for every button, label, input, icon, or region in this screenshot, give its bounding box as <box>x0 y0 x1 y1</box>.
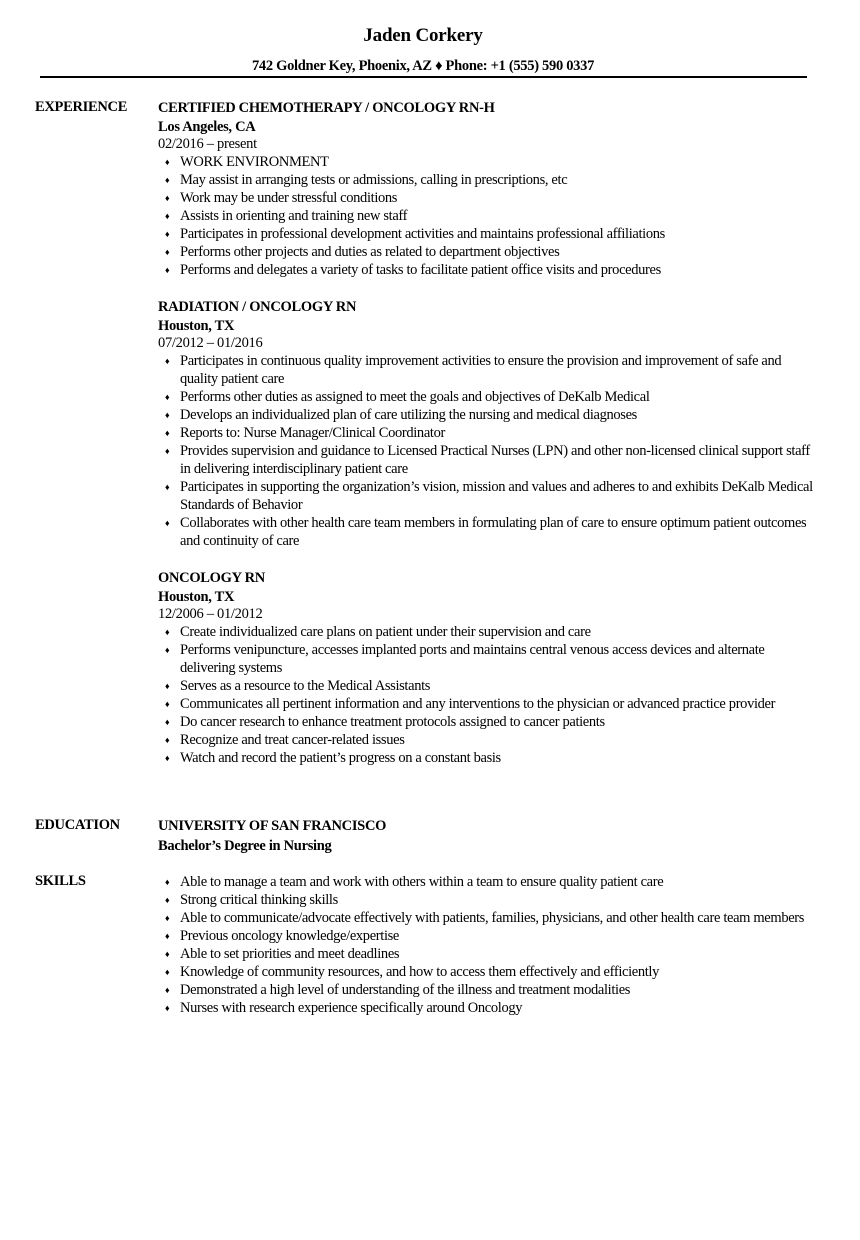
bullet-item <box>158 243 818 261</box>
bullet-text: Nurses with research experience specifically around Oncology <box>180 1000 523 1016</box>
bullet-diamond-icon: ♦ <box>165 877 170 887</box>
bullet-text: Previous oncology knowledge/expertise <box>180 928 400 944</box>
bullet-text: Knowledge of community resources, and how to access them effectively and efficiently <box>180 964 660 980</box>
bullet-diamond-icon: ♦ <box>165 699 170 709</box>
bullet-item <box>158 424 818 442</box>
bullet-item <box>158 677 818 695</box>
bullet-item <box>158 999 818 1017</box>
bullet-text: Performs other duties as assigned to meet the goals and objectives of DeKalb Medical <box>180 389 650 405</box>
bullet-diamond-icon: ♦ <box>165 247 170 257</box>
bullet-diamond-icon: ♦ <box>165 392 170 402</box>
bullet-item <box>158 909 818 927</box>
job-title: RADIATION / ONCOLOGY RN <box>158 299 357 315</box>
skills-body <box>158 873 818 1017</box>
bullet-text: Create individualized care plans on patient under their supervision and care <box>180 624 591 640</box>
job-bullets <box>158 352 818 550</box>
job-entry <box>158 99 818 279</box>
job-location: Los Angeles, CA <box>158 119 256 135</box>
bullet-text: Performs venipuncture, accesses implanted ports and maintains central venous access devices and alternate delivering systems <box>180 642 765 676</box>
job-dates: 12/2006 – 01/2012 <box>158 606 263 622</box>
contact-line: 742 Goldner Key, Phoenix, AZ ♦ Phone: +1 (555) 590 0337 <box>251 58 595 74</box>
bullet-item <box>158 189 818 207</box>
bullet-text: Able to manage a team and work with others within a team to ensure quality patient care <box>180 874 664 890</box>
bullet-text: Participates in supporting the organization’s vision, mission and values and adheres to and exhibits DeKalb Medical Standards of Behavior <box>180 479 813 513</box>
bullet-text: Develops an individualized plan of care utilizing the nursing and medical diagnoses <box>180 407 637 423</box>
bullet-item <box>158 388 818 406</box>
bullet-diamond-icon: ♦ <box>165 895 170 905</box>
bullet-text: Participates in continuous quality improvement activities to ensure the provision and improvement of safe and quality patient care <box>180 353 782 387</box>
bullet-text: Participates in professional development activities and maintains professional affiliations <box>180 226 665 242</box>
experience-list <box>158 99 818 786</box>
bullet-text: Able to communicate/advocate effectively with patients, families, physicians, and other health care team members <box>180 910 805 926</box>
degree: Bachelor’s Degree in Nursing <box>158 838 332 854</box>
bullet-item <box>158 963 818 981</box>
bullet-diamond-icon: ♦ <box>165 753 170 763</box>
bullet-text: Serves as a resource to the Medical Assistants <box>180 678 431 694</box>
candidate-name: Jaden Corkery <box>363 25 483 46</box>
bullet-item <box>158 478 818 514</box>
section-label-experience: EXPERIENCE <box>35 99 128 115</box>
bullet-diamond-icon: ♦ <box>165 193 170 203</box>
bullet-text: Work may be under stressful conditions <box>180 190 398 206</box>
job-dates: 07/2012 – 01/2016 <box>158 335 263 351</box>
bullet-item <box>158 927 818 945</box>
job-location: Houston, TX <box>158 589 235 605</box>
bullet-diamond-icon: ♦ <box>165 482 170 492</box>
bullet-diamond-icon: ♦ <box>165 446 170 456</box>
bullet-item <box>158 873 818 891</box>
job-title: ONCOLOGY RN <box>158 570 265 586</box>
job-bullets <box>158 153 818 279</box>
header-divider <box>40 76 807 78</box>
bullet-item <box>158 442 818 478</box>
bullet-item <box>158 623 818 641</box>
job-dates: 02/2016 – present <box>158 136 257 152</box>
bullet-item <box>158 641 818 677</box>
bullet-text: Performs other projects and duties as related to department objectives <box>180 244 560 260</box>
section-label-skills: SKILLS <box>35 873 86 889</box>
bullet-diamond-icon: ♦ <box>165 157 170 167</box>
bullet-item <box>158 225 818 243</box>
bullet-text: Reports to: Nurse Manager/Clinical Coordinator <box>180 425 445 441</box>
education-entry <box>158 817 818 855</box>
bullet-item <box>158 713 818 731</box>
bullet-item <box>158 352 818 388</box>
job-location: Houston, TX <box>158 318 235 334</box>
job-bullets <box>158 623 818 767</box>
bullet-text: Collaborates with other health care team members in formulating plan of care to ensure optimum patient outcomes and continuity of care <box>180 515 807 549</box>
bullet-diamond-icon: ♦ <box>165 229 170 239</box>
bullet-text: Strong critical thinking skills <box>180 892 338 908</box>
bullet-item <box>158 171 818 189</box>
bullet-text: Communicates all pertinent information and any interventions to the physician or advanced practice provider <box>180 696 776 712</box>
bullet-text: Able to set priorities and meet deadlines <box>180 946 400 962</box>
bullet-diamond-icon: ♦ <box>165 428 170 438</box>
job-entry <box>158 569 818 767</box>
bullet-diamond-icon: ♦ <box>165 211 170 221</box>
bullet-diamond-icon: ♦ <box>165 985 170 995</box>
bullet-text: Demonstrated a high level of understanding of the illness and treatment modalities <box>180 982 631 998</box>
bullet-item <box>158 207 818 225</box>
bullet-diamond-icon: ♦ <box>165 645 170 655</box>
bullet-item <box>158 731 818 749</box>
bullet-item <box>158 514 818 550</box>
school-name: UNIVERSITY OF SAN FRANCISCO <box>158 818 387 834</box>
bullet-diamond-icon: ♦ <box>165 931 170 941</box>
bullet-item <box>158 981 818 999</box>
bullet-text: Performs and delegates a variety of tasks to facilitate patient office visits and procedures <box>180 262 661 278</box>
bullet-text: WORK ENVIRONMENT <box>180 154 329 170</box>
bullet-diamond-icon: ♦ <box>165 265 170 275</box>
bullet-text: Watch and record the patient’s progress on a constant basis <box>180 750 501 766</box>
bullet-diamond-icon: ♦ <box>165 410 170 420</box>
bullet-text: Do cancer research to enhance treatment protocols assigned to cancer patients <box>180 714 605 730</box>
bullet-diamond-icon: ♦ <box>165 518 170 528</box>
bullet-text: May assist in arranging tests or admissions, calling in prescriptions, etc <box>180 172 568 188</box>
bullet-diamond-icon: ♦ <box>165 1003 170 1013</box>
bullet-item <box>158 153 818 171</box>
job-entry <box>158 298 818 550</box>
skills-list <box>158 873 818 1017</box>
bullet-item <box>158 945 818 963</box>
bullet-text: Recognize and treat cancer-related issues <box>180 732 405 748</box>
bullet-item <box>158 695 818 713</box>
bullet-diamond-icon: ♦ <box>165 627 170 637</box>
bullet-text: Provides supervision and guidance to Licensed Practical Nurses (LPN) and other non-licensed clinical support staff in delivering interdisciplinary patient care <box>180 443 810 477</box>
bullet-item <box>158 261 818 279</box>
bullet-diamond-icon: ♦ <box>165 681 170 691</box>
bullet-diamond-icon: ♦ <box>165 949 170 959</box>
bullet-item <box>158 749 818 767</box>
bullet-diamond-icon: ♦ <box>165 735 170 745</box>
section-label-education: EDUCATION <box>35 817 120 833</box>
bullet-item <box>158 891 818 909</box>
bullet-diamond-icon: ♦ <box>165 913 170 923</box>
bullet-diamond-icon: ♦ <box>165 356 170 366</box>
bullet-diamond-icon: ♦ <box>165 717 170 727</box>
job-title: CERTIFIED CHEMOTHERAPY / ONCOLOGY RN-H <box>158 100 495 116</box>
bullet-text: Assists in orienting and training new staff <box>180 208 408 224</box>
bullet-item <box>158 406 818 424</box>
bullet-diamond-icon: ♦ <box>165 967 170 977</box>
bullet-diamond-icon: ♦ <box>165 175 170 185</box>
